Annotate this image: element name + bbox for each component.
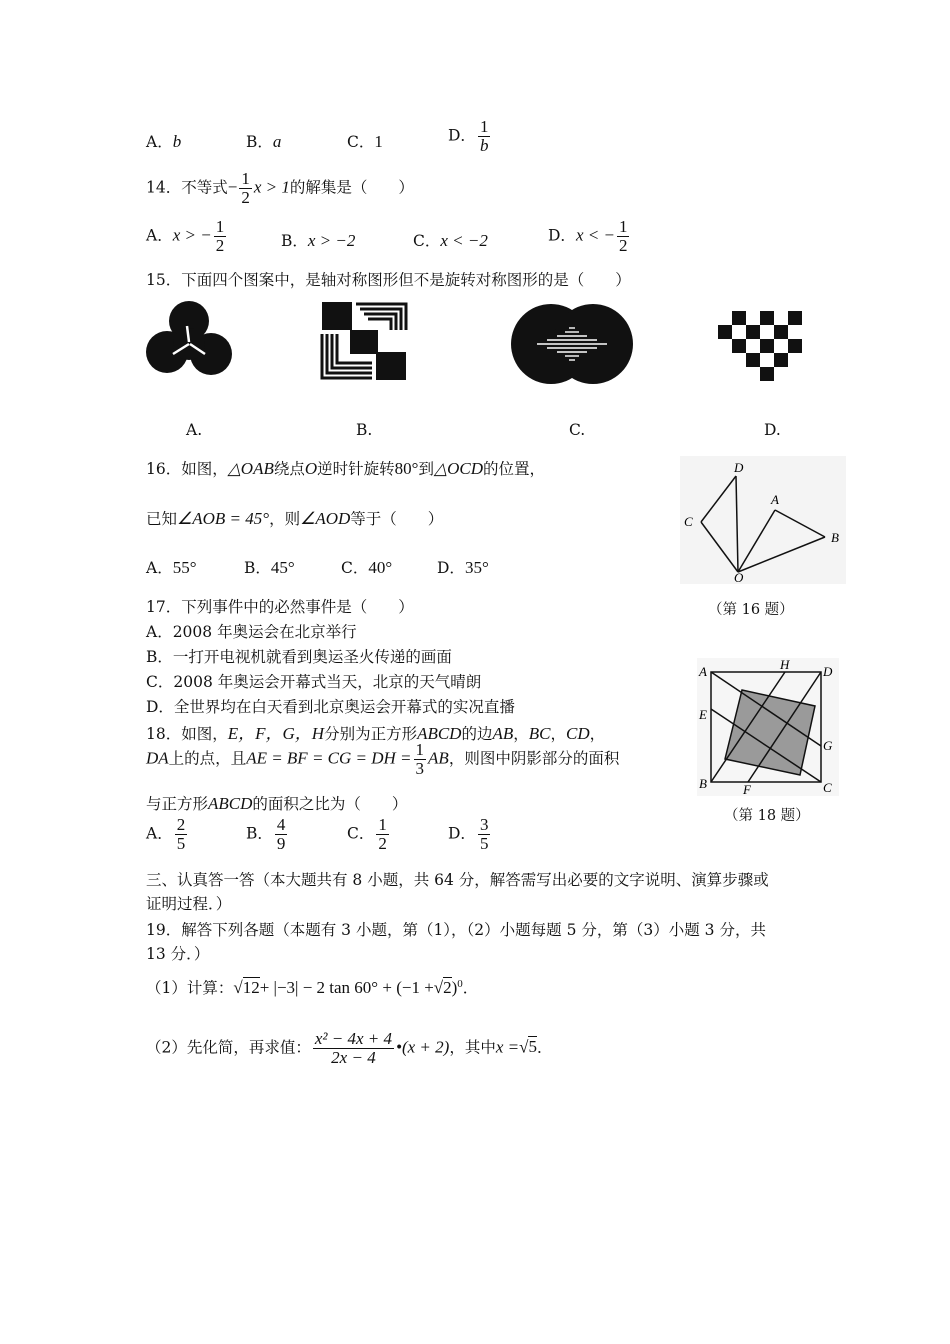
q18-caption: （第 18 题） <box>724 808 810 824</box>
q19-line1: 19．解答下列各题（本题有 3 小题，第（1），（2）小题每题 5 分，第（3）小题 3 分，共 <box>146 921 766 939</box>
q14-question: 14．不等式− $\frac{1}{2}$ x > 1的解集是（ ） <box>146 169 414 207</box>
q16-caption: （第 16 题） <box>708 602 794 618</box>
q16-line2: 已知∠AOB = 45°，则∠AOD等于（ ） <box>146 509 444 528</box>
q18-label-c: C <box>823 780 832 795</box>
q16-figure <box>680 456 846 584</box>
q13-option-a: A．b <box>146 132 182 151</box>
q16-label-d: D <box>734 460 744 475</box>
q16-label-b: B <box>831 530 839 545</box>
q17-question: 17．下列事件中的必然事件是（ ） <box>146 598 414 616</box>
q18-line3: 与正方形ABCD的面积之比为（ ） <box>146 794 408 813</box>
q16-option-d: D．35° <box>437 558 489 577</box>
section3-line1: 三、认真答一答（本大题共有 8 小题，共 64 分，解答需写出必要的文字说明、演算步骤或 <box>146 871 769 889</box>
q16-label-c: C <box>684 514 693 529</box>
q16-line1: 16．如图，△OAB绕点O逆时针旋转80°到△OCD的位置， <box>146 459 545 478</box>
q17-option-b: B．一打开电视机就看到奥运圣火传递的画面 <box>146 648 452 666</box>
q16-option-a: A．55° <box>146 558 197 577</box>
q14-option-c: C．x < −2 <box>413 231 488 250</box>
q18-label-a: A <box>699 664 707 679</box>
q15-label-b: B. <box>356 421 373 439</box>
q16-label-o: O <box>734 570 744 585</box>
q19-part1: （1）计算：√12+ |−3| − 2 $\tan 60^\circ + (-1 +√2)^0$． <box>146 977 479 997</box>
q19-line2: 13 分．） <box>146 945 210 963</box>
q14-option-a: A．x > − $\frac{1}{2}$ <box>146 217 225 255</box>
q18-figure <box>697 658 839 796</box>
q15-question: 15．下面四个图案中，是轴对称图形但不是旋转对称图形的是（ ） <box>146 271 631 289</box>
q18-label-g: G <box>823 738 833 753</box>
q19-part2: （2）先化简，再求值： $\frac{\text{x² − 4x + 4}}{2x - 4}$ •(x + 2)，其中x =√5． <box>146 1029 553 1067</box>
q18-option-d: D． $\frac{3}{5}$ <box>448 815 489 853</box>
q16-option-b: B．45° <box>244 558 295 577</box>
q15-label-d: D. <box>764 421 781 439</box>
q18-label-f: F <box>743 782 751 797</box>
q18-option-c: C． $\frac{1}{2}$ <box>347 815 387 853</box>
q18-label-h: H <box>780 657 790 672</box>
q18-line2: DA上的点，且AE = BF = CG = DH = $\frac{1}{3}$ AB，则图中阴影部分的面积 <box>146 740 620 778</box>
section3-line2: 证明过程．） <box>146 895 232 913</box>
q18-line1: 18．如图，E，F，G，H分别为正方形ABCD的边AB，BC，CD， <box>146 724 606 743</box>
q18-option-a: A． $\frac{2}{5}$ <box>146 815 186 853</box>
q16-option-c: C．40° <box>341 558 393 577</box>
q15-label-a: A. <box>186 421 203 439</box>
q17-option-d: D．全世界均在白天看到北京奥运会开幕式的实况直播 <box>146 698 515 716</box>
q15-figure-b <box>320 300 408 382</box>
q13-option-b: B．a <box>246 132 282 151</box>
q16-label-a: A <box>771 492 779 507</box>
q18-label-e: E <box>699 707 707 722</box>
q14-option-b: B．x > −2 <box>281 231 356 250</box>
q18-option-b: B． $\frac{4}{9}$ <box>246 815 286 853</box>
q15-figure-a <box>143 296 239 386</box>
q13-option-d: D． $\frac{1}{b}$ <box>448 117 489 155</box>
q15-label-c: C. <box>569 421 586 439</box>
q18-label-b: B <box>699 776 707 791</box>
q13-option-c: C．1 <box>347 132 383 151</box>
q15-figure-d <box>718 311 808 383</box>
q15-figure-c <box>509 301 635 387</box>
q14-option-d: D．x < − $\frac{1}{2}$ <box>548 217 628 255</box>
q17-option-a: A．2008 年奥运会在北京举行 <box>146 623 357 641</box>
q17-option-c: C．2008 年奥运会开幕式当天，北京的天气晴朗 <box>146 673 482 691</box>
q18-label-d: D <box>823 664 833 679</box>
